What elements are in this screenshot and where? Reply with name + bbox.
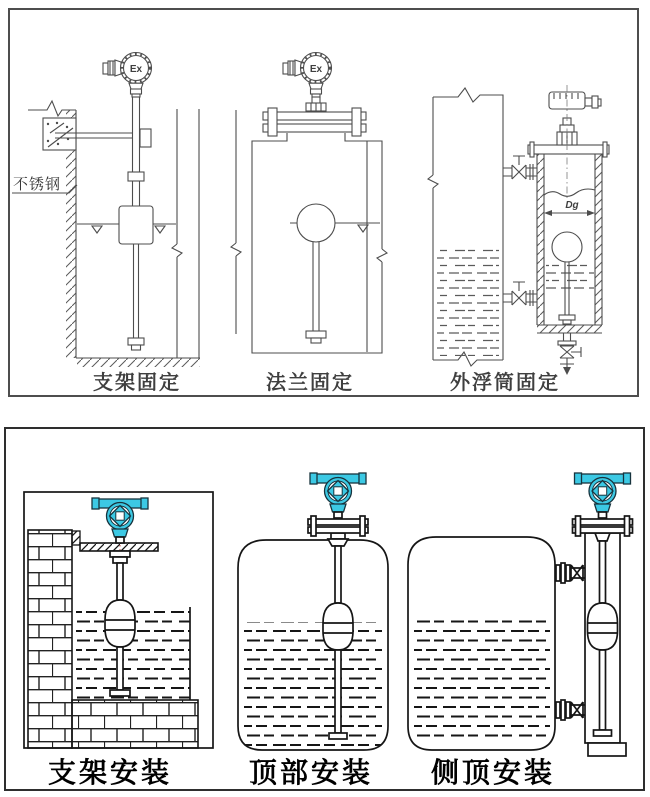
installation-methods-panel: [4, 427, 645, 791]
guide-pipe: [133, 97, 140, 206]
float-rod: [117, 563, 123, 600]
float-ball: [552, 232, 582, 262]
rod-end-stop: [110, 690, 130, 696]
stainless-steel-label: 不锈钢: [13, 176, 62, 193]
caption-flange-fixing: 法兰固定: [266, 372, 354, 394]
wall-bracket: [72, 531, 80, 545]
side-top-installation-figure: [408, 473, 633, 788]
rod-end-stop: [594, 730, 612, 736]
rod-end-stop: [329, 733, 347, 739]
mounting-flange: [308, 516, 368, 536]
liquid: [414, 620, 550, 744]
flange-fixing-drawing: [231, 53, 387, 395]
flange-bolt: [352, 108, 361, 136]
top-installation-figure: [238, 473, 388, 788]
upper-valve: [512, 156, 526, 179]
connecting-pipes: [555, 568, 585, 715]
pipe-clamp: [140, 129, 151, 147]
float: [588, 603, 618, 650]
tank-liquid: [437, 244, 499, 356]
float-rod: [335, 546, 341, 603]
installation-methods-figure: [6, 429, 643, 789]
liquid: [244, 622, 382, 746]
transmitter-head-ex: [103, 53, 152, 98]
caption-bracket-installation: 支架安装: [47, 757, 173, 788]
flange-plate: [263, 112, 366, 120]
fixing-methods-panel: [8, 8, 639, 397]
flange-bolt: [268, 108, 277, 136]
float: [323, 603, 353, 650]
caption-top-installation: 顶部安装: [248, 757, 374, 788]
floor-hatching: [77, 358, 200, 367]
mounting-flange: [573, 516, 633, 536]
brick-floor: [72, 700, 198, 748]
brick-wall: [28, 530, 72, 748]
caption-external-chamber-fixing: 外浮筒固定: [450, 372, 560, 394]
mounting-plate: [43, 118, 76, 150]
ex-marking: Ex: [309, 64, 323, 75]
transmitter-head: [575, 473, 631, 518]
transmitter-head: [310, 473, 366, 518]
caption-side-top-installation: 侧顶安装: [430, 757, 556, 788]
chamber-bottom-cap: [588, 743, 626, 756]
float: [105, 600, 135, 647]
transmitter-head-ex: [283, 53, 332, 98]
lower-valve: [512, 282, 526, 305]
pipe-coupling: [128, 172, 144, 181]
diameter-label: Dg: [565, 200, 579, 211]
fixing-methods-figure: [10, 10, 637, 395]
bracket-installation-figure: [24, 492, 213, 788]
support-shelf: [80, 543, 158, 551]
external-chamber-fixing-drawing: [428, 85, 609, 394]
caption-bracket-fixing: 支架固定: [93, 372, 181, 394]
chamber-top-flange: [528, 145, 609, 154]
float-rod: [600, 541, 606, 603]
bracket-fixing-drawing: [12, 53, 200, 395]
float-ball: [297, 204, 335, 242]
float-cylinder: [119, 206, 153, 244]
drain-valve: [560, 346, 581, 358]
ex-marking: Ex: [129, 64, 143, 75]
chamber-liquid-surface: [544, 189, 595, 196]
